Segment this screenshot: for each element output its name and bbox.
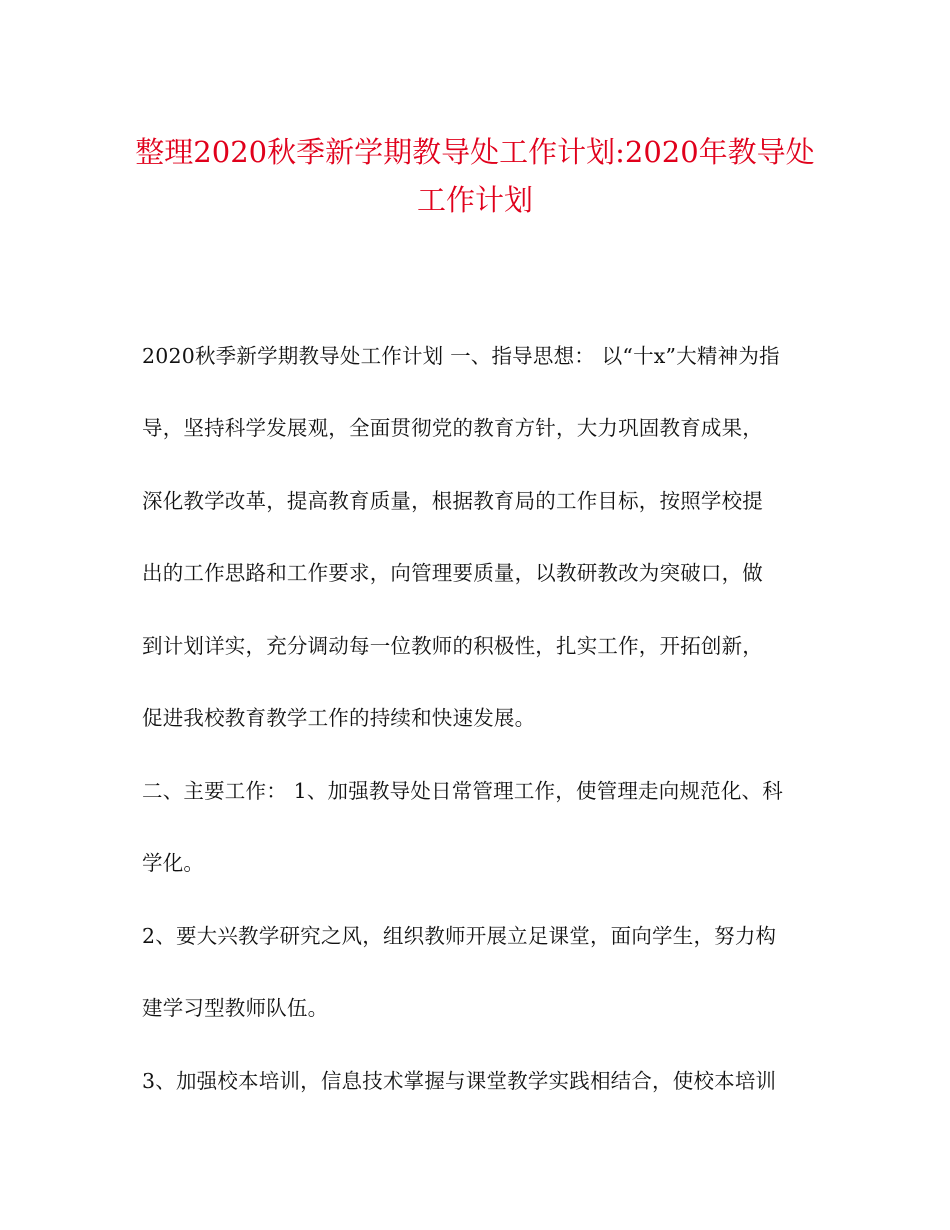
body-line: 建学习型教师队伍。 [142,996,329,1020]
body-line: 二、主要工作： 1、加强教导处日常管理工作，使管理走向规范化、科 [142,779,783,803]
body-line: 深化教学改革，提高教育质量，根据教育局的工作目标，按照学校提 [142,489,763,513]
body-line: 2020秋季新学期教导处工作计划 一、指导思想： 以“十x”大精神为指 [142,344,780,368]
body-line: 出的工作思路和工作要求，向管理要质量，以教研教改为突破口，做 [142,561,763,585]
body-line: 到计划详实，充分调动每一位教师的积极性，扎实工作，开拓创新， [142,634,763,658]
document-title [130,128,820,224]
body-line: 2、要大兴教学研究之风，组织教师开展立足课堂，面向学生，努力构 [142,924,777,948]
body-line: 导，坚持科学发展观，全面贯彻党的教育方针，大力巩固教育成果， [142,416,763,440]
body-line: 3、加强校本培训，信息技术掌握与课堂教学实践相结合，使校本培训 [142,1069,777,1093]
body-line: 促进我校教育教学工作的持续和快速发展。 [142,706,536,730]
body-line: 学化。 [142,851,205,875]
title-line-2: 工作计划 [416,183,533,217]
title-line-1: 整理2020秋季新学期教导处工作计划:2020年教导处 [135,135,815,169]
